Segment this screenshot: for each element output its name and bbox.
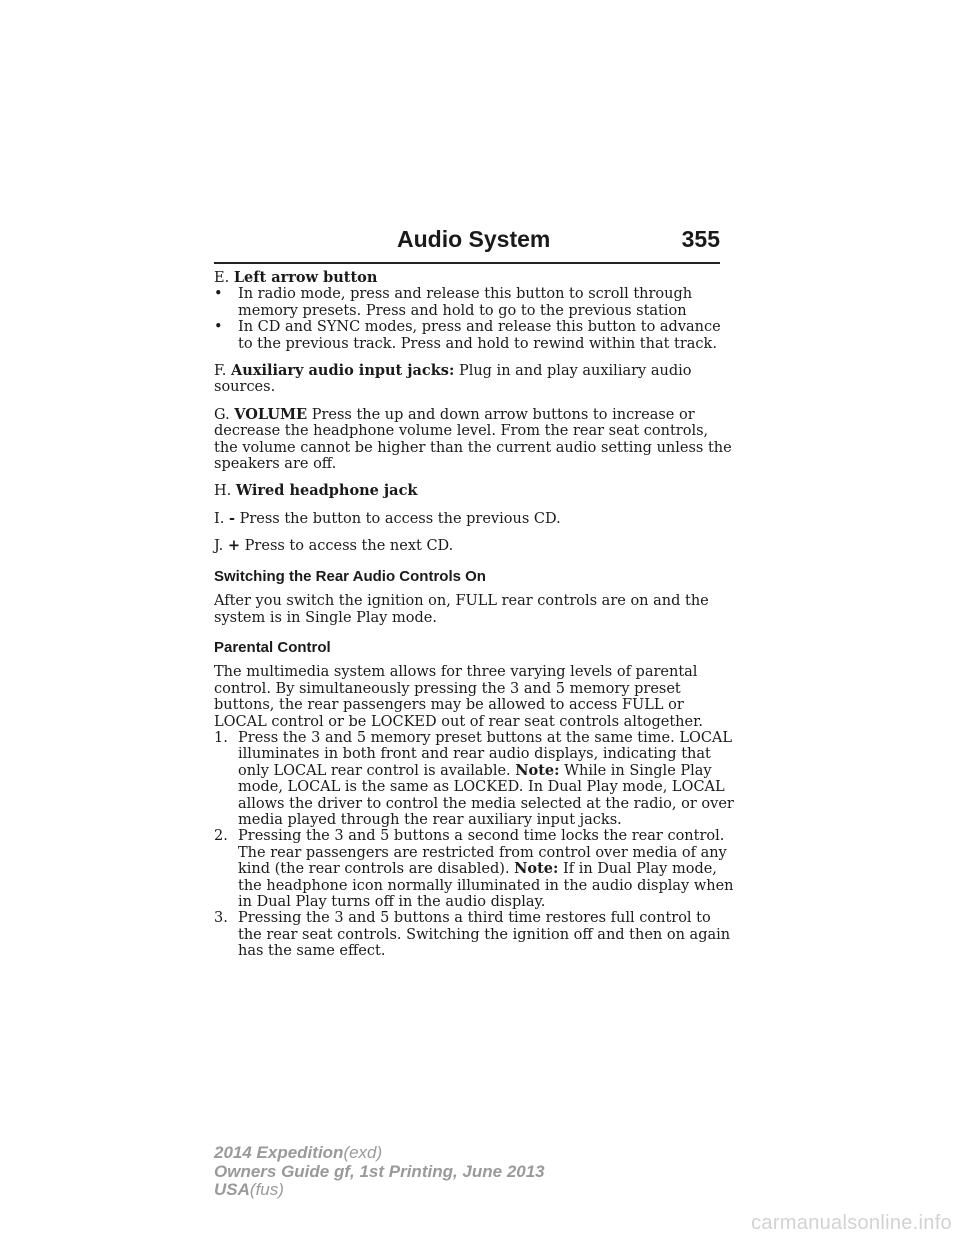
note-text: While in Single Play mode, LOCAL is the same as LOCKED. In Dual Play mode, LOCAL allows the driver to control the media selected at the radio, or over media played through the rear auxiliary input jacks. [238,762,734,828]
list-item [214,828,734,910]
item-i [214,511,734,527]
list-item [214,730,734,828]
item-g-label: VOLUME [234,405,308,423]
switching-heading: Switching the Rear Audio Controls On [214,567,486,585]
footer-market: USA [214,1180,250,1199]
item-j [214,538,734,554]
step-text: Pressing the 3 and 5 buttons a third time restores full control to the rear seat controls. Switching the ignition off and then on again has the same effect. [238,910,731,960]
item-g [214,407,734,473]
item-f [214,363,734,396]
footer-model-code: (exd) [343,1143,383,1162]
item-j-label: + [227,537,241,555]
watermark: carmanualsonline.info [751,1212,952,1234]
item-j-letter: J. [214,538,224,555]
list-item [214,319,734,352]
item-f-text: Plug in and play auxiliary audio sources. [214,363,692,396]
note-label: Note: [515,761,560,779]
page-header [214,226,720,264]
item-f-label: Auxiliary audio input jacks: [231,362,455,380]
item-i-letter: I. [214,510,225,527]
step-number: 2. [214,828,228,845]
switching-text: After you switch the ignition on, FULL rear controls are on and the system is in Single Play mode. [214,593,709,626]
list-item [214,286,734,319]
item-e [214,270,734,286]
item-e-label: Left arrow button [233,269,378,286]
parental-heading: Parental Control [214,638,331,656]
note-text: If in Dual Play mode, the headphone icon normally illuminated in the audio display when in Dual Play turns off in the audio display. [238,861,734,910]
bullet-text: In CD and SYNC modes, press and release this button to advance to the previous track. Press and hold to rewind within that track. [238,319,721,352]
bullet-text: In radio mode, press and release this button to scroll through memory presets. Press and hold to go to the previous station [238,286,693,319]
footer-line-3 [214,1181,545,1200]
item-g-letter: G. [214,406,230,423]
footer-line-1 [214,1144,545,1163]
step-text: Pressing the 3 and 5 buttons a second time locks the rear control. The rear passengers are restricted from control over media of any kind (the rear controls are disabled). [238,828,727,878]
page-footer [214,1144,545,1200]
note-label: Note: [514,860,559,878]
footer-model: 2014 Expedition [214,1143,344,1162]
parental-steps [214,730,734,960]
item-e-letter: E. [214,270,230,286]
footer-market-code: (fus) [249,1180,284,1199]
footer-line-2: Owners Guide gf, 1st Printing, June 2013 [214,1161,545,1181]
item-e-bullets [214,286,734,352]
page-number: 355 [681,226,720,252]
item-j-text: Press to access the next CD. [244,538,454,555]
item-f-letter: F. [214,363,227,380]
page-content [214,270,734,971]
item-i-label: - [228,509,235,527]
step-number: 1. [214,729,228,746]
item-h-letter: H. [214,483,232,500]
item-h-label: Wired headphone jack [235,482,418,500]
step-text: Press the 3 and 5 memory preset buttons at the same time. LOCAL illuminates in both front and rear audio displays, indicating that only LOCAL rear control is available. [238,729,733,779]
list-item [214,910,734,959]
item-i-text: Press the button to access the previous CD. [239,510,561,527]
item-g-text: Press the up and down arrow buttons to increase or decrease the headphone volume level. From the rear seat controls, the volume cannot be higher than the current audio setting unless the speakers are off. [214,406,732,473]
section-title: Audio System [397,226,551,252]
step-number: 3. [214,910,228,927]
item-h [214,483,734,499]
parental-intro: The multimedia system allows for three varying levels of parental control. By simultaneously pressing the 3 and 5 memory preset buttons, the rear passengers may be allowed to access FULL or LOCAL control or be LOCKED out of rear seat controls altogether. [214,664,704,730]
bullet-mark: • [214,286,223,303]
bullet-mark: • [214,319,223,336]
